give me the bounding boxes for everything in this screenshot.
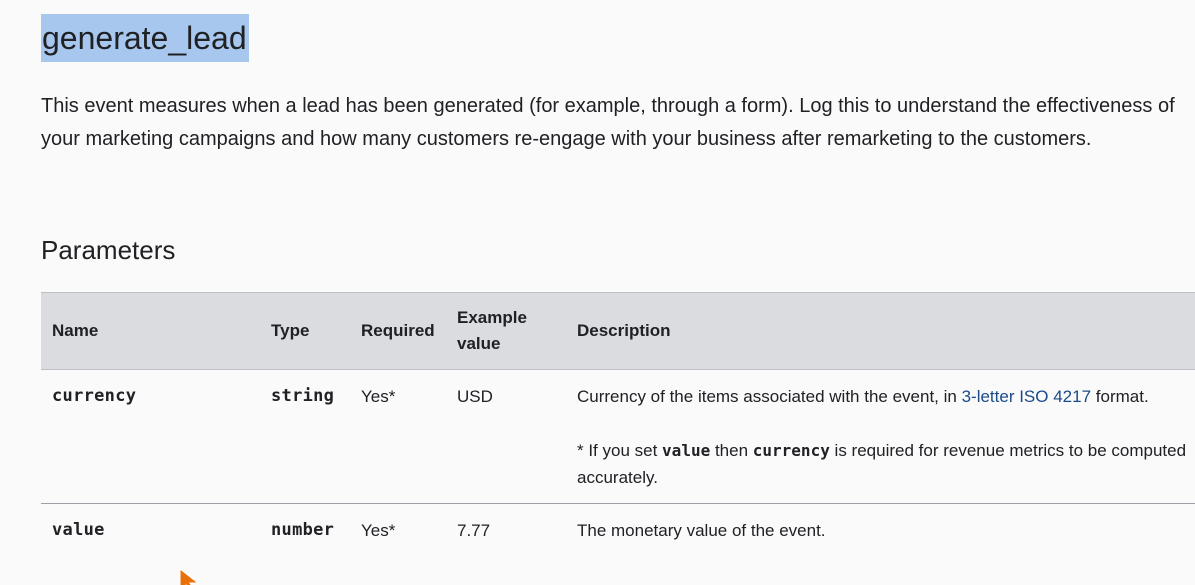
column-header-required: Required bbox=[350, 293, 446, 370]
parameters-heading: Parameters bbox=[41, 235, 176, 265]
param-name: value bbox=[52, 520, 105, 540]
note-suffix: is required for revenue metrics to be computed accurately. bbox=[577, 441, 1187, 487]
column-header-example bbox=[446, 293, 566, 370]
iso-4217-link[interactable]: 3-letter ISO 4217 bbox=[961, 387, 1092, 406]
param-description: The monetary value of the event. bbox=[577, 521, 826, 540]
column-header-example-label: Example value bbox=[457, 308, 527, 353]
parameters-table bbox=[41, 292, 1195, 554]
mouse-cursor-icon bbox=[178, 569, 204, 585]
parameters-table-header bbox=[41, 293, 1195, 370]
table-row bbox=[41, 370, 1195, 504]
param-required: Yes* bbox=[350, 370, 446, 504]
param-type: string bbox=[260, 370, 350, 504]
param-description-text bbox=[577, 383, 1195, 410]
note-code-currency: currency bbox=[752, 441, 830, 460]
header-row bbox=[41, 293, 1195, 370]
note-middle: then bbox=[710, 441, 753, 460]
description-text-prefix: Currency of the items associated with the event, in bbox=[577, 387, 962, 406]
note-prefix: * If you set bbox=[577, 441, 663, 460]
event-title: generate_lead bbox=[41, 14, 249, 62]
event-description: This event measures when a lead has been generated (for example, through a form). Log this to understand the effectiveness of your marketing campaigns and how many customers re-engage with your business after remarketing to the customers. bbox=[41, 95, 1175, 150]
param-description bbox=[566, 370, 1195, 504]
description-text-suffix: format. bbox=[1091, 387, 1149, 406]
column-header-type: Type bbox=[260, 293, 350, 370]
param-example: 7.77 bbox=[457, 521, 491, 540]
table-row bbox=[41, 504, 1195, 555]
param-required: Yes* bbox=[361, 521, 396, 540]
column-header-description: Description bbox=[566, 293, 1195, 370]
param-example: USD bbox=[446, 370, 566, 504]
param-name: currency bbox=[41, 370, 260, 504]
column-header-name: Name bbox=[41, 293, 260, 370]
note-code-value: value bbox=[662, 441, 711, 460]
param-type: number bbox=[271, 520, 335, 540]
param-note bbox=[577, 437, 1195, 491]
